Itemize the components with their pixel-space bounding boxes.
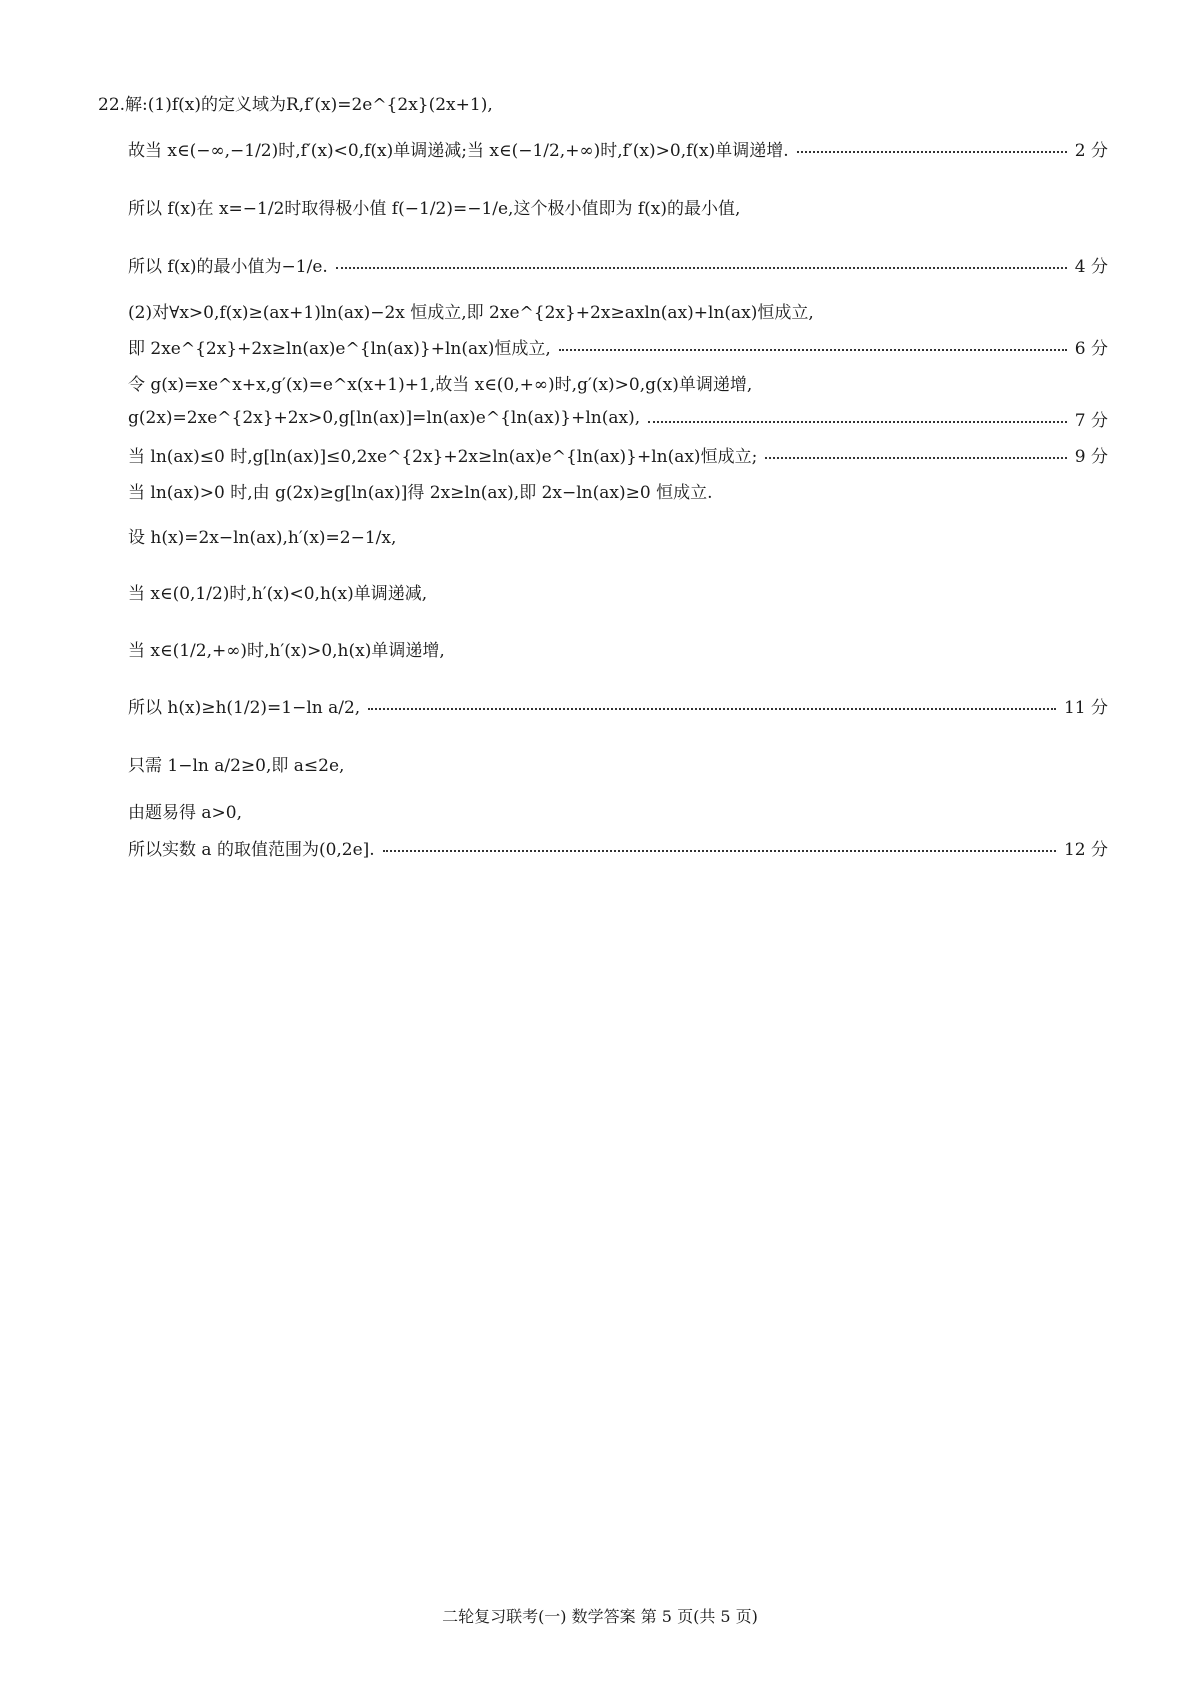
line-text: 当 ln(ax)>0 时,由 g(2x)≥g[ln(ax)]得 2x≥ln(ax),即 2x−ln(ax)≥0 恒成立. <box>128 482 713 503</box>
solution-line <box>128 515 1108 555</box>
dot-leader <box>336 267 1067 269</box>
score-label: 7 分 <box>1074 410 1108 431</box>
line-text: 所以 f(x)在 x=−1/2时取得极小值 f(−1/2)=−1/e,这个极小值即为 f(x)的最小值, <box>128 198 741 219</box>
solution-line <box>128 470 1108 510</box>
solution-line <box>128 434 1108 474</box>
score-label: 11 分 <box>1063 697 1108 718</box>
solution-line <box>128 827 1108 867</box>
solution-line <box>128 628 1108 668</box>
solution-line <box>128 128 1108 168</box>
line-text: 所以 h(x)≥h(1/2)=1−ln a/2, <box>128 697 361 718</box>
score-label: 4 分 <box>1074 256 1108 277</box>
solution-line <box>98 82 1108 122</box>
line-text: 当 x∈(0,1/2)时,h′(x)<0,h(x)单调递减, <box>128 583 428 604</box>
solution-line <box>128 326 1108 366</box>
line-text: 故当 x∈(−∞,−1/2)时,f′(x)<0,f(x)单调递减;当 x∈(−1/2,+∞)时,f′(x)>0,f(x)单调递增. <box>128 140 789 161</box>
solution-line <box>128 290 1108 330</box>
line-text: g(2x)=2xe^{2x}+2x>0,g[ln(ax)]=ln(ax)e^{ln(ax)}+ln(ax), <box>128 408 641 428</box>
dot-leader <box>559 349 1067 351</box>
line-text: 即 2xe^{2x}+2x≥ln(ax)e^{ln(ax)}+ln(ax)恒成立, <box>128 338 551 359</box>
solution-line <box>128 790 1108 830</box>
solution-line <box>128 186 1108 226</box>
line-text: 当 x∈(1/2,+∞)时,h′(x)>0,h(x)单调递增, <box>128 640 445 661</box>
dot-leader <box>797 151 1067 153</box>
score-label: 6 分 <box>1074 338 1108 359</box>
score-label: 9 分 <box>1074 446 1108 467</box>
page-footer: 二轮复习联考(一) 数学答案 第 5 页(共 5 页) <box>442 1607 758 1626</box>
dot-leader <box>648 421 1067 423</box>
dot-leader <box>383 850 1056 852</box>
line-text: 只需 1−ln a/2≥0,即 a≤2e, <box>128 755 345 776</box>
line-text: 由题易得 a>0, <box>128 802 243 823</box>
score-label: 2 分 <box>1074 140 1108 161</box>
line-text: 所以 f(x)的最小值为−1/e. <box>128 256 328 277</box>
solution-line <box>128 398 1108 438</box>
line-text: 当 ln(ax)≤0 时,g[ln(ax)]≤0,2xe^{2x}+2x≥ln(ax)e^{ln(ax)}+ln(ax)恒成立; <box>128 446 758 467</box>
solution-line <box>128 244 1108 284</box>
dot-leader <box>368 708 1056 710</box>
score-label: 12 分 <box>1063 839 1108 860</box>
line-text: 设 h(x)=2x−ln(ax),h′(x)=2−1/x, <box>128 527 397 548</box>
solution-line <box>128 362 1108 402</box>
line-text: (2)对∀x>0,f(x)≥(ax+1)ln(ax)−2x 恒成立,即 2xe^{2x}+2x≥axln(ax)+ln(ax)恒成立, <box>128 302 814 323</box>
line-text: 22.解:(1)f(x)的定义域为R,f′(x)=2e^{2x}(2x+1), <box>98 94 493 115</box>
line-text: 令 g(x)=xe^x+x,g′(x)=e^x(x+1)+1,故当 x∈(0,+∞)时,g′(x)>0,g(x)单调递增, <box>128 374 753 395</box>
solution-line <box>128 743 1108 783</box>
dot-leader <box>765 457 1066 459</box>
solution-line <box>128 571 1108 611</box>
solution-line <box>128 685 1108 725</box>
line-text: 所以实数 a 的取值范围为(0,2e]. <box>128 839 375 860</box>
